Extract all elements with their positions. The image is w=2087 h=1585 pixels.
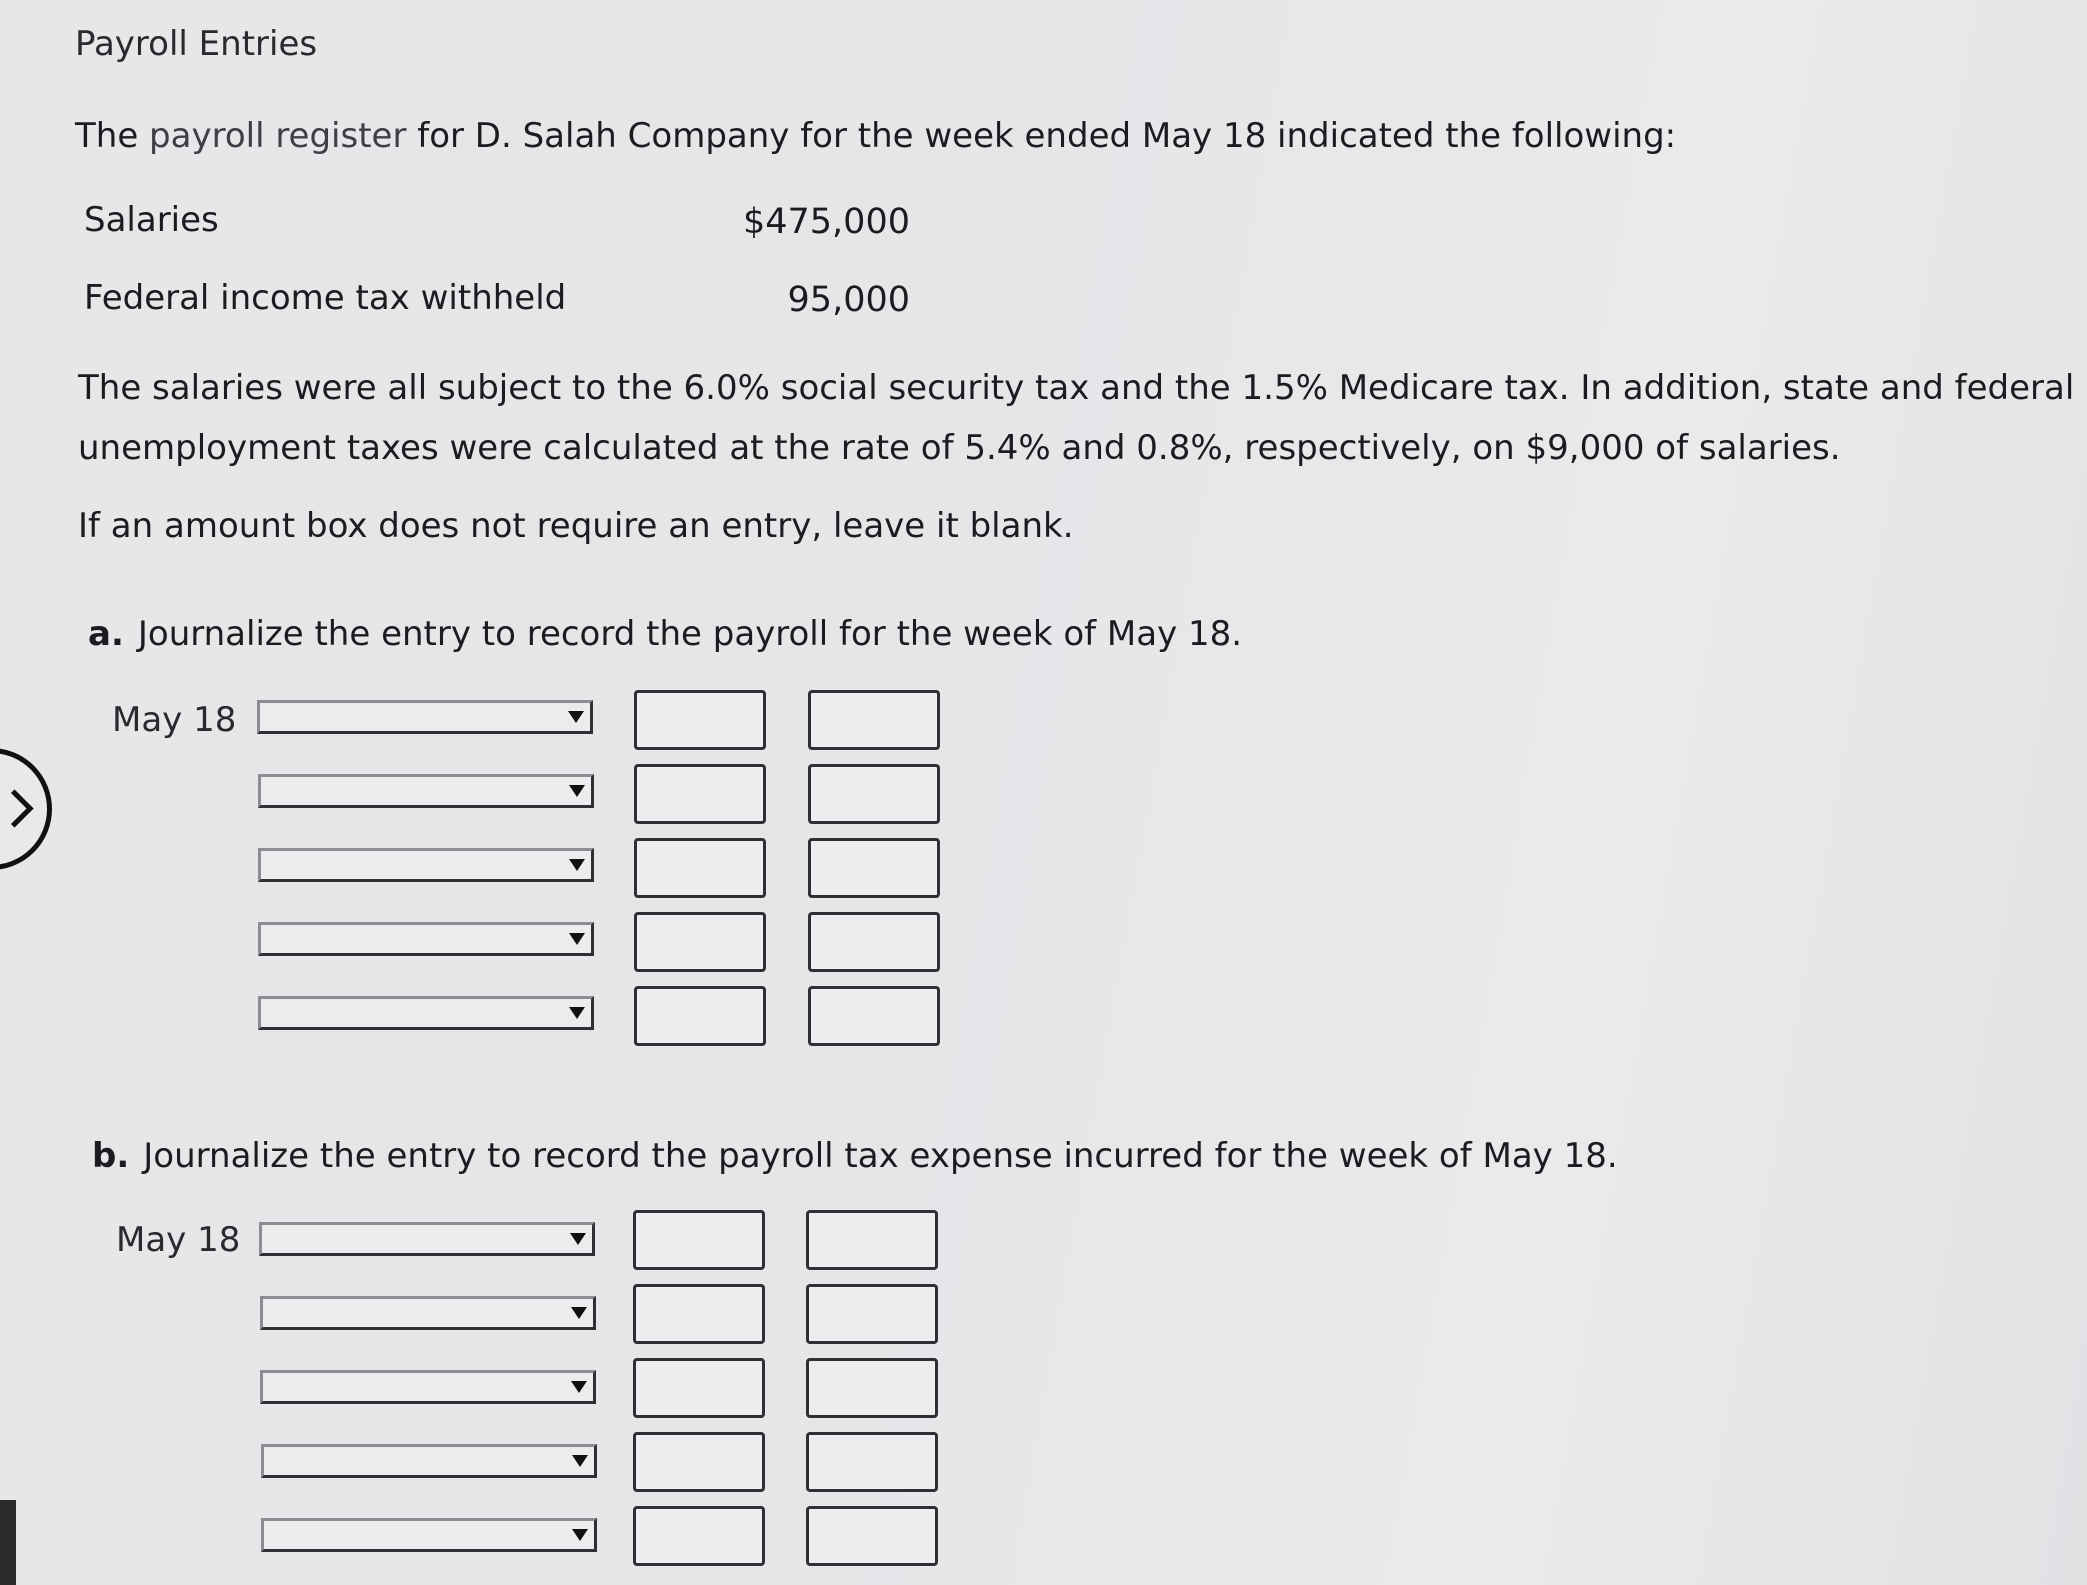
chevron-right-icon [0,789,34,827]
intro-suffix: for D. Salah Company for the week ended May 18 indicated the following: [406,116,1677,156]
part-a-account-select-2[interactable] [258,774,594,808]
part-b-credit-input-3[interactable] [806,1358,938,1418]
chevron-down-icon [569,933,585,945]
part-b-account-select-2[interactable] [260,1296,596,1330]
part-a-debit-input-2[interactable] [634,764,766,824]
part-b-date: May 18 [116,1220,241,1260]
part-b-debit-input-2[interactable] [633,1284,765,1344]
part-b-credit-input-4[interactable] [806,1432,938,1492]
part-a-debit-input-1[interactable] [634,690,766,750]
part-b-letter: b. [92,1136,130,1176]
paragraph-line-1: The salaries were all subject to the 6.0% social security tax and the 1.5% Medicare tax. In addition, state and federal [78,368,2075,408]
given-label-federal-tax: Federal income tax withheld [84,278,567,318]
part-a-account-select-1[interactable] [257,700,593,734]
part-b-text: Journalize the entry to record the payroll tax expense incurred for the week of May 18. [143,1136,1618,1176]
page-title: Payroll Entries [75,24,318,64]
part-b-credit-input-1[interactable] [806,1210,938,1270]
instruction-note: If an amount box does not require an entry, leave it blank. [78,506,1074,546]
chevron-down-icon [571,1381,587,1393]
screen-edge [0,1500,16,1585]
side-panel-toggle-button[interactable] [0,748,52,870]
part-a-credit-input-3[interactable] [808,838,940,898]
problem-intro [75,116,1676,156]
part-a-letter: a. [88,614,124,654]
chevron-down-icon [568,711,584,723]
part-b-credit-input-2[interactable] [806,1284,938,1344]
part-a-credit-input-1[interactable] [808,690,940,750]
payroll-register-term[interactable]: payroll register [149,116,407,156]
part-b-debit-input-4[interactable] [633,1432,765,1492]
part-a-account-select-5[interactable] [258,996,594,1030]
part-b-debit-input-5[interactable] [633,1506,765,1566]
part-b-account-select-5[interactable] [261,1518,597,1552]
chevron-down-icon [571,1307,587,1319]
given-value-federal-tax: 95,000 [787,280,910,320]
part-a-question [88,614,1242,654]
part-a-date: May 18 [112,700,237,740]
given-value-salaries: $475,000 [742,202,910,242]
paragraph-line-2: unemployment taxes were calculated at the rate of 5.4% and 0.8%, respectively, on $9,000 of salaries. [78,428,1841,468]
part-b-account-select-1[interactable] [259,1222,595,1256]
intro-prefix: The [75,116,150,156]
part-a-debit-input-3[interactable] [634,838,766,898]
part-a-debit-input-4[interactable] [634,912,766,972]
part-a-credit-input-4[interactable] [808,912,940,972]
part-a-account-select-3[interactable] [258,848,594,882]
chevron-down-icon [570,1233,586,1245]
part-b-account-select-3[interactable] [260,1370,596,1404]
part-b-account-select-4[interactable] [261,1444,597,1478]
given-label-salaries: Salaries [84,200,219,240]
chevron-down-icon [569,859,585,871]
part-a-text: Journalize the entry to record the payroll for the week of May 18. [137,614,1243,654]
chevron-down-icon [572,1529,588,1541]
part-a-credit-input-5[interactable] [808,986,940,1046]
chevron-down-icon [569,1007,585,1019]
chevron-down-icon [572,1455,588,1467]
part-a-debit-input-5[interactable] [634,986,766,1046]
tax-rates-paragraph [78,358,2078,478]
part-b-credit-input-5[interactable] [806,1506,938,1566]
part-a-account-select-4[interactable] [258,922,594,956]
part-a-credit-input-2[interactable] [808,764,940,824]
part-b-debit-input-1[interactable] [633,1210,765,1270]
part-b-question [92,1136,1618,1176]
part-b-debit-input-3[interactable] [633,1358,765,1418]
chevron-down-icon [569,785,585,797]
